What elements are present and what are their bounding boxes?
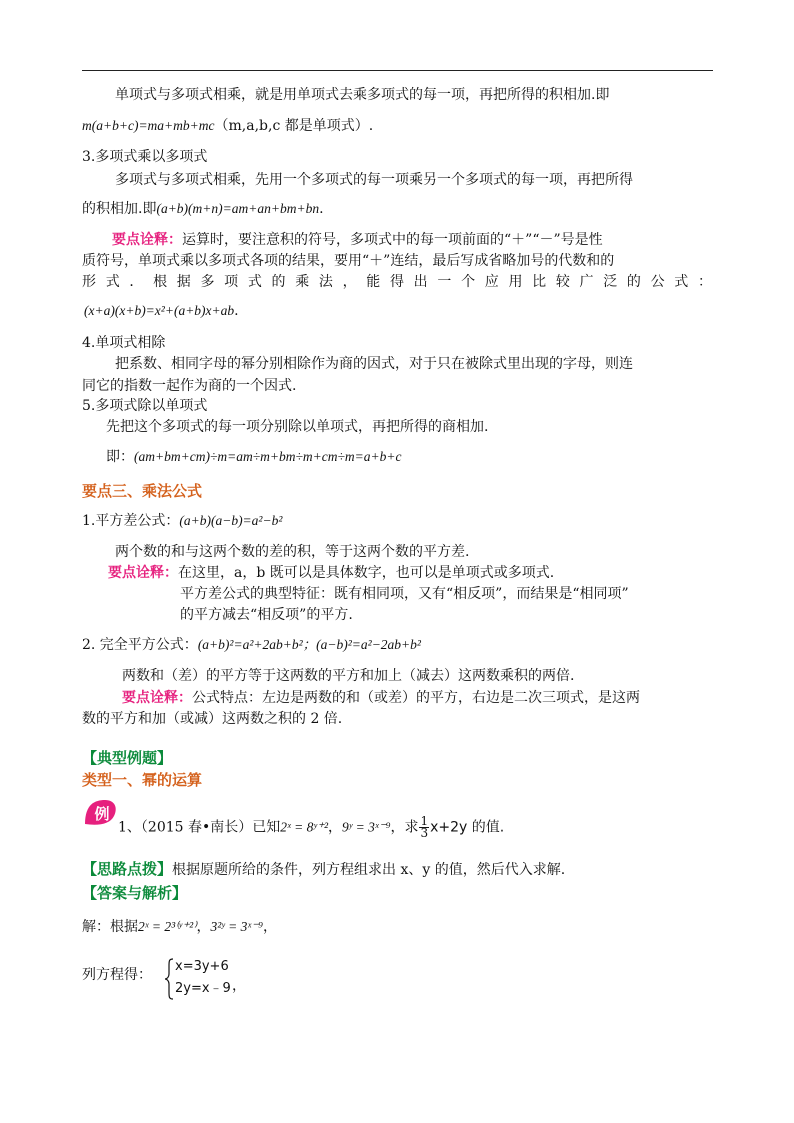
keypoint-text: 运算时，要注意积的符号，多项式中的每一项前面的“＋”“－”号是性 [182,232,603,248]
example-text: ，求 [390,819,419,836]
hint-line [82,860,565,879]
keypoint-label: 要点诠释： [112,232,182,248]
badge-label: 例 [94,805,110,823]
formula: (x+a)(x+b)=x²+(a+b)x+ab [84,303,235,318]
formula: (a+b)²=a²+2ab+b²；(a−b)²=a²−2ab+b² [197,637,421,652]
formula-line [84,302,239,320]
separator: ， [232,978,246,994]
keypoint-line [112,231,603,249]
paragraph-line: 形 式 ． 根 据 多 项 式 的 乘 法 ， 能 得 出 一 个 应 用 比 较 广 泛 的 公 式 ： [82,274,712,290]
formula-line [82,117,373,135]
paragraph-line: 两数和（差）的平方等于这两数的平方和加上（减去）这两数乘积的两倍. [122,668,575,684]
keypoint-label: 要点诠释： [122,690,192,706]
formula: 3²ʸ = 3ˣ⁻⁹ [210,919,263,934]
paragraph-line: 两个数的和与这两个数的差的积，等于这两个数的平方差. [115,544,470,560]
example-badge-icon [83,798,119,828]
formula: (a+b)(a−b)=a²−b² [179,513,283,528]
formula-label: 1.平方差公式： [82,513,180,529]
formula: (am+bm+cm)÷m=am÷m+bm÷m+cm÷m=a+b+c [134,449,402,464]
keypoint-text: 公式特点：左边是两数的和（或差）的平方，右边是二次三项式，是这两 [192,690,640,706]
left-brace-icon [164,958,174,1000]
formula-line [82,200,324,218]
solution-text: 解：根据 [82,919,138,935]
paragraph-line: 把系数、相同字母的幂分别相除作为商的因式，对于只在被除式里出现的字母，则连 [115,356,633,372]
fraction-numerator: 1 [420,814,429,828]
hint-text: 根据原题所给的条件，列方程组求出 x、y 的值，然后代入求解. [172,862,566,878]
type-heading: 类型一、幂的运算 [82,771,203,789]
system-equation-1: x=3y+6 [175,959,229,974]
example-text: x+2y 的值. [430,819,505,836]
formula-line [82,636,421,654]
line-text: 的积相加.即 [82,201,157,217]
keypoint-label: 要点诠释： [108,565,178,581]
separator: ， [328,819,343,836]
formula-note: （m,a,b,c 都是单项式）. [214,118,374,134]
separator: ， [196,919,211,935]
solution-line [82,918,277,936]
fraction-denominator: 3 [420,826,429,840]
subheading: 3.多项式乘以多项式 [82,149,208,165]
formula: 9ʸ = 3ˣ⁻⁹ [342,819,391,835]
paragraph-line: 多项式与多项式相乘，先用一个多项式的每一项乘另一个多项式的每一项，再把所得 [115,172,633,188]
keypoint-line [122,689,640,707]
formula: m(a+b+c)=ma+mb+mc [82,118,215,133]
example-line [118,816,504,839]
formula: 2ˣ = 2³⁽ʸ⁺²⁾ [138,919,197,934]
formula: 2ˣ = 8ʸ⁺² [280,819,329,835]
formula-line [82,512,282,530]
hint-label: 【思路点拨】 [82,860,173,878]
paragraph-line: 平方差公式的典型特征：既有相同项，又有“相反项”，而结果是“相同项” [180,586,629,602]
paragraph-line: 的平方减去“相反项”的平方. [180,607,353,623]
fraction [419,816,429,839]
paragraph-line: 质符号，单项式乘以多项式各项的结果，要用“＋”连结，最后写成省略加号的代数和的 [82,253,615,269]
paragraph-line: 单项式与多项式相乘，就是用单项式去乘多项式的每一项，再把所得的积相加.即 [115,87,610,103]
system-equation-2: 2y=x﹣9 [175,981,231,996]
subheading: 5.多项式除以单项式 [82,398,208,414]
formula-line [106,448,401,466]
formula-label: 2. 完全平方公式： [82,637,198,653]
example-text: 1、（2015 春•南长）已知 [118,819,281,836]
section-heading: 要点三、乘法公式 [82,482,203,500]
paragraph-line: 数的平方和加（或减）这两数之积的 2 倍. [82,711,343,727]
formula: (a+b)(m+n)=am+an+bm+bn [156,201,320,216]
answer-heading: 【答案与解析】 [82,884,188,902]
paragraph-line: 先把这个多项式的每一项分别除以单项式，再把所得的商相加. [106,419,489,435]
subheading: 4.单项式相除 [82,335,166,351]
keypoint-line [108,564,554,582]
examples-heading: 【典型例题】 [82,749,173,767]
separator: ， [262,919,277,935]
line-end: . [234,303,239,319]
line-end: . [319,201,324,217]
keypoint-text: 在这里，a，b 既可以是具体数字，也可以是单项式或多项式. [178,565,555,581]
line-text: 即： [106,449,134,465]
system-label: 列方程得： [82,967,152,983]
header-rule [82,70,713,71]
paragraph-line: 同它的指数一起作为商的一个因式. [82,378,297,394]
